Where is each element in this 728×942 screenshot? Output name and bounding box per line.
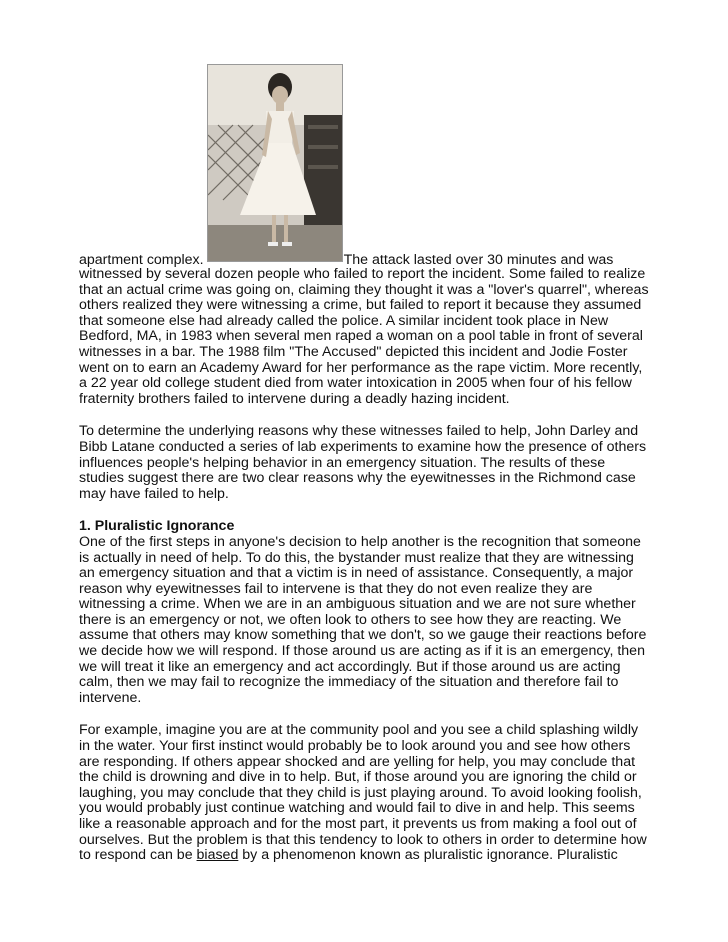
- photo-line: [79, 64, 652, 269]
- woman-portrait-photo: [207, 64, 343, 262]
- pool-text-before: For example, imagine you are at the community pool and you see a child splashing wildly in the water. Your first instinct would probably be to look around you and see how others are responding. If others appear shocked and are yelling for help, you may conclude that the child is drowning and dive in to help. But, if those around you are ignoring the child or laughing, you may conclude that they child is just playing around. To avoid looking foolish, you would probably just continue watching and would fail to dive in and help. This seems like a reasonable approach and for the most part, it prevents us from making a fool out of ourselves. But the problem is that this tendency to look to others in order to determine how to respond can be: [79, 722, 647, 864]
- intro-paragraph: witnessed by several dozen people who failed to report the incident. Some failed to realize that an actual crime was going on, claiming they thought it was a "lover's quarrel", whereas others realized they were witnessing a crime, but failed to report it because they assumed that someone else had already called the police. A similar incident took place in New Bedford, MA, in 1983 when several men raped a woman on a pool table in front of several witnesses in a bar. The 1988 film "The Accused" depicted this incident and Jodie Foster went on to earn an Academy Award for her performance as the rape victim. More recently, a 22 year old college student died from water intoxication in 2005 when four of his fellow fraternity brothers failed to intervene during a deadly hazing incident.: [79, 266, 649, 407]
- pool-text-after: by a phenomenon known as pluralistic ignorance. Pluralistic: [238, 847, 618, 864]
- biased-link[interactable]: biased: [196, 847, 239, 864]
- first-line: [79, 252, 613, 269]
- section-body: One of the first steps in anyone's decision to help another is the recognition that someone is actually in need of help. To do this, the bystander must realize that they are witnessing an emergency situation and that a victim is in need of assistance. Consequently, a major reason why eyewitnesses fail to intervene is that they do not even realize they are witnessing a crime. When we are in an ambiguous situation and we are not sure whether there is an emergency or not, we often look to others to see how they are reacting. We assume that others may know something that we don't, so we gauge their reactions before we decide how we will respond. If those around us are acting as if it is an emergency, then we will treat it like an emergency and act accordingly. But if those around us are acting calm, then we may fail to recognize the immediacy of the situation and therefore fail to intervene.: [79, 533, 647, 706]
- intro-after-photo: The attack lasted over 30 minutes and was: [343, 252, 614, 268]
- paragraph-pool-example: [79, 723, 652, 863]
- section-pluralistic-ignorance: [79, 519, 652, 706]
- section-heading: 1. Pluralistic Ignorance: [79, 518, 235, 535]
- photo-image: [208, 65, 342, 261]
- paragraph-darley-latane: To determine the underlying reasons why these witnesses failed to help, John Darley and Bibb Latane conducted a series of lab experiments to examine how the presence of others influences people's helping behavior in an emergency situation. The results of these studies suggest there are two clear reasons why the eyewitnesses in the Richmond case may have failed to help.: [79, 423, 647, 502]
- document-page: [79, 0, 652, 881]
- intro-lead: apartment complex.: [79, 252, 204, 268]
